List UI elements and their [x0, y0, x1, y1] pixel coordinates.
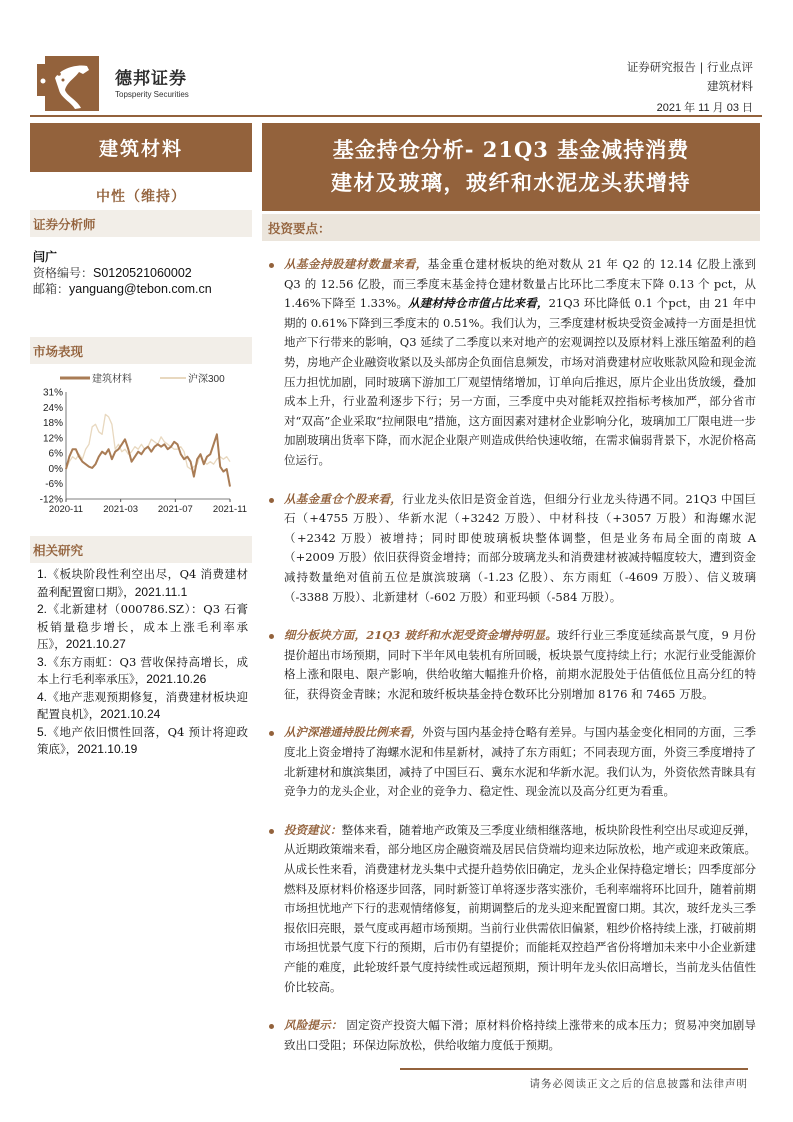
- y-tick-label: 24%: [42, 402, 63, 414]
- report-title: [262, 123, 760, 211]
- company-name-en: Topsperity Securities: [115, 90, 189, 99]
- title-line-2: 建材及玻璃，玻纤和水泥龙头获增持: [331, 170, 691, 195]
- analyst-name: 闫广: [33, 250, 58, 264]
- market-performance-chart: [30, 368, 252, 516]
- analyst-info: [30, 249, 252, 297]
- highlight-fund-holdings-quantity: 从基金持股建材数量来看，基金重仓建材板块的绝对数从 21 年 Q2 的 12.14 亿股上涨到 Q3 的 12.56 亿股，而三季度末基金持仓建材数量占比环比二季度末下降 0.13 个 pct，从 1.46%下降至 1.33%。从建材持仓市值占比来看，21Q3 环比降低 0.1 个pct，由 21 年中期的 0.61%下降到三季度末的 0.51%。我们认为，三季度建材板块受资金减持一方面是担忧地产下行带来的影响，Q3 延续了二季度以来对地产的宏观调控以及原材料上涨压缩盈利的趋势，房地产企业融资收紧以及头部房企负面信息频发，市场对消费建材应收账款风险和现金流压力担忧加剧，同时玻璃下游加工厂观望情绪增加，订单向后推迟，原片企业出货放缓，叠加成本上升，行业盈利逐步下行；另一方面，三季度中央对能耗双控指标考核加严，部分省市对“双高”企业采取“拉闸限电”措施，这方面因素对建材企业影响分化，玻璃加工厂限电进一步加剧玻璃出货率下降，而水泥企业限产则造成供给快速收缩，在需求偏弱背景下，水泥价格高位运行。: [262, 255, 760, 471]
- bullet-icon: [269, 263, 274, 268]
- bullet-icon: [269, 1024, 274, 1029]
- legend-label-sector: 建筑材料: [92, 374, 132, 385]
- license-value: S0120521060002: [93, 266, 192, 280]
- leopard-logo-icon: [37, 56, 99, 111]
- company-name: [115, 64, 189, 99]
- investment-highlights-heading: 投资要点：: [262, 214, 760, 241]
- market-section-heading: 市场表现: [30, 337, 252, 364]
- series-line-sector: [66, 434, 230, 486]
- legend-label-index: 沪深300: [188, 374, 225, 385]
- bullet-icon: [269, 634, 274, 639]
- report-date: 2021 年 11 月 03 日: [656, 102, 753, 114]
- x-tick-label: 2021-03: [103, 504, 139, 515]
- footer-divider: [400, 1068, 748, 1070]
- chart-legend: [60, 372, 225, 385]
- rating: 中性（维持）: [96, 189, 186, 205]
- bullet-icon: [269, 498, 274, 503]
- title-line-1: 基金持仓分析- 21Q3 基金减持消费: [332, 137, 690, 162]
- analyst-section-heading: 证券分析师: [30, 210, 252, 237]
- sector-title: 建筑材料: [30, 123, 252, 172]
- related-section-heading: 相关研究: [30, 536, 252, 563]
- analyst-license: [33, 265, 252, 281]
- highlight-stock-connect: 从沪深港通持股比例来看，外资与国内基金持仓略有差异。与国内基金变化相同的方面，三季度北上资金增持了海螺水泥和伟星新材，减持了东方雨虹；不同表现方面，外资三季度增持了北新建材和旗滨集团，减持了中国巨石、冀东水泥和华新水泥。我们认为，外资依然青睐具有竞争力的龙头企业，对企业的竞争力、稳定性、现金流以及高分红更为看重。: [262, 723, 760, 801]
- related-item[interactable]: 5.《地产依旧惯性回落，Q4 预计将迎政策底》，2021.10.19: [37, 724, 248, 756]
- related-research-list: [30, 566, 252, 759]
- email-label: 邮箱：: [33, 282, 70, 296]
- report-sector: 建筑材料: [707, 79, 753, 93]
- highlight-key-stocks: 从基金重仓个股来看，行业龙头依旧是资金首选，但细分行业龙头待遇不同。21Q3 中国巨石（+4755 万股）、华新水泥（+3242 万股）、中材科技（+3057 万股）和海螺水泥（+2342 万股）被增持；同时即使玻璃板块整体调整，但是业务布局全面的南玻 A（+2009 万股）依旧获得资金增持；而部分玻璃龙头和消费建材被减持幅度较大，遭到资金减持数量绝对值前五位是旗滨玻璃（-1.23 亿股）、东方雨虹（-4609 万股）、信义玻璃（-3388 万股）、北新建材（-602 万股）和亚玛顿（-584 万股）。: [262, 490, 760, 608]
- bullet-icon: [269, 829, 274, 834]
- chart-lines: [66, 414, 230, 486]
- analyst-email: [33, 281, 252, 297]
- sidebar: [30, 123, 252, 759]
- chart-svg: [30, 368, 252, 516]
- report-meta: [627, 58, 753, 118]
- highlight-sub-sectors: 细分板块方面，21Q3 玻纤和水泥受资金增持明显。玻纤行业三季度延续高景气度，9 月份提价超出市场预期，同时下半年风电装机有所回暖，板块景气度持续上行；水泥行业受能源价格上涨和限电、限产影响，供给收缩大幅推升价格，前期水泥股处于估值低位且高分红的特征，获得资金青睐；水泥和玻纤板块基金持仓数环比分别增加 8176 和 7465 万股。: [262, 626, 760, 704]
- email-value[interactable]: yanguang@tebon.com.cn: [69, 282, 212, 296]
- y-tick-label: 12%: [42, 433, 63, 445]
- header-divider: [30, 115, 762, 117]
- highlight-investment-advice: 投资建议：整体来看，随着地产政策及三季度业绩相继落地，板块阶段性利空出尽或迎反弹，从近期政策端来看，部分地区房企融资端及居民信贷端均迎来边际放松，地产或迎来政策底。从成长性来看，消费建材龙头集中式提升趋势依旧确定，龙头企业保持稳定增长；四季度部分燃料及原材料价格逐步回落，同时新签订单将逐步落实涨价，毛利率端将环比回升，随着前期市场担忧地产下行的悲观情绪修复，前期调整后的龙头迎来配置窗口期。其次，玻纤龙头三季报依旧亮眼，景气度或再超市场预期。当前行业供需依旧偏紧，粗纱价格持续上涨，打破前期市场担忧景气度下行的预期，后市仍有望提价；而能耗双控趋严省份将增加未来中小企业新建产能的难度，此轮玻纤景气度持续性或远超预期，预计明年龙头依旧高增长，当前龙头估值性价比较高。: [262, 821, 760, 997]
- y-tick-label: -6%: [45, 479, 63, 491]
- y-tick-label: -12%: [39, 494, 63, 506]
- related-item[interactable]: 3.《东方雨虹：Q3 营收保持高增长，成本上行毛利率承压》，2021.10.26: [37, 654, 248, 686]
- x-tick-label: 2021-11: [212, 504, 248, 515]
- x-tick-label: 2020-11: [48, 504, 84, 515]
- x-axis: [49, 499, 247, 515]
- company-name-cn: 德邦证券: [115, 69, 187, 89]
- report-type: 证券研究报告 | 行业点评: [626, 60, 753, 74]
- x-tick-label: 2021-07: [157, 504, 193, 515]
- related-item[interactable]: 1.《板块阶段性利空出尽，Q4 消费建材盈利配置窗口期》，2021.11.1: [37, 567, 248, 599]
- footer-disclaimer[interactable]: 请务必阅读正文之后的信息披露和法律声明: [529, 1078, 748, 1090]
- y-tick-label: 6%: [48, 448, 63, 460]
- y-tick-label: 0%: [48, 463, 63, 475]
- main-content: [262, 123, 760, 1074]
- y-tick-label: 18%: [42, 418, 63, 430]
- company-logo: [37, 56, 99, 111]
- license-label: 资格编号：: [33, 266, 94, 280]
- y-axis: [40, 388, 66, 506]
- highlight-risk-warning: 风险提示： 固定资产投资大幅下滑；原材料价格持续上涨带来的成本压力；贸易冲突加剧导致出口受阻；环保边际放松，供给收缩力度低于预期。: [262, 1016, 760, 1055]
- investment-highlights: [262, 255, 760, 1055]
- y-tick-label: 31%: [42, 387, 63, 399]
- related-item[interactable]: 2.《北新建材（000786.SZ）：Q3 石膏板销量稳步增长，成本上涨毛利率承压》，2021.10.27: [37, 602, 248, 651]
- related-item[interactable]: 4.《地产悲观预期修复，消费建材板块迎配置良机》，2021.10.24: [37, 689, 248, 721]
- bullet-icon: [269, 731, 274, 736]
